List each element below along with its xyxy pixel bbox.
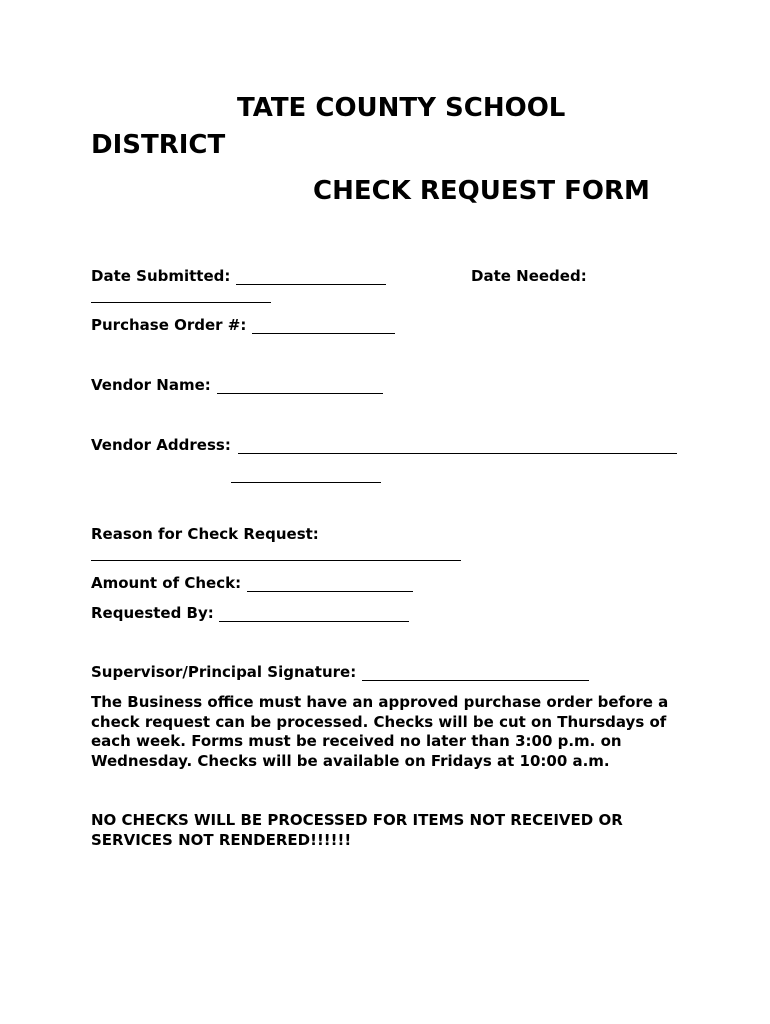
signature-field[interactable]	[362, 680, 589, 681]
vendor-address-label: Vendor Address:	[91, 436, 231, 454]
date-submitted-label: Date Submitted:	[91, 267, 231, 285]
amount-label: Amount of Check:	[91, 574, 242, 592]
warning-text: NO CHECKS WILL BE PROCESSED FOR ITEMS NOT RECEIVED OR SERVICES NOT RENDERED!!!!!!	[91, 811, 623, 849]
vendor-address-field[interactable]	[238, 453, 677, 454]
form-subtitle: CHECK REQUEST FORM	[313, 176, 650, 206]
vendor-address-field-line-2[interactable]	[231, 482, 381, 483]
reason-field[interactable]	[91, 560, 461, 561]
purchase-order-label: Purchase Order #:	[91, 316, 247, 334]
date-submitted-field[interactable]	[236, 284, 386, 285]
notice-paragraph: The Business office must have an approved purchase order before a check request can be processed. Checks will be cut on Thursdays of each week. Forms must be received no later than 3:00 p.m. on Wednesday. Checks will be available on Fridays at 10:00 a.m.	[91, 693, 669, 770]
vendor-name-field[interactable]	[217, 393, 383, 394]
date-needed-label: Date Needed:	[471, 267, 587, 285]
amount-field[interactable]	[247, 591, 413, 592]
requested-by-label: Requested By:	[91, 604, 214, 622]
date-needed-field[interactable]	[91, 302, 271, 303]
vendor-name-label: Vendor Name:	[91, 376, 211, 394]
title-line-2: DISTRICT	[91, 130, 226, 160]
purchase-order-field[interactable]	[252, 333, 395, 334]
reason-label: Reason for Check Request:	[91, 525, 319, 543]
signature-label: Supervisor/Principal Signature:	[91, 663, 357, 681]
requested-by-field[interactable]	[219, 621, 409, 622]
title-line-1: TATE COUNTY SCHOOL	[237, 93, 566, 123]
